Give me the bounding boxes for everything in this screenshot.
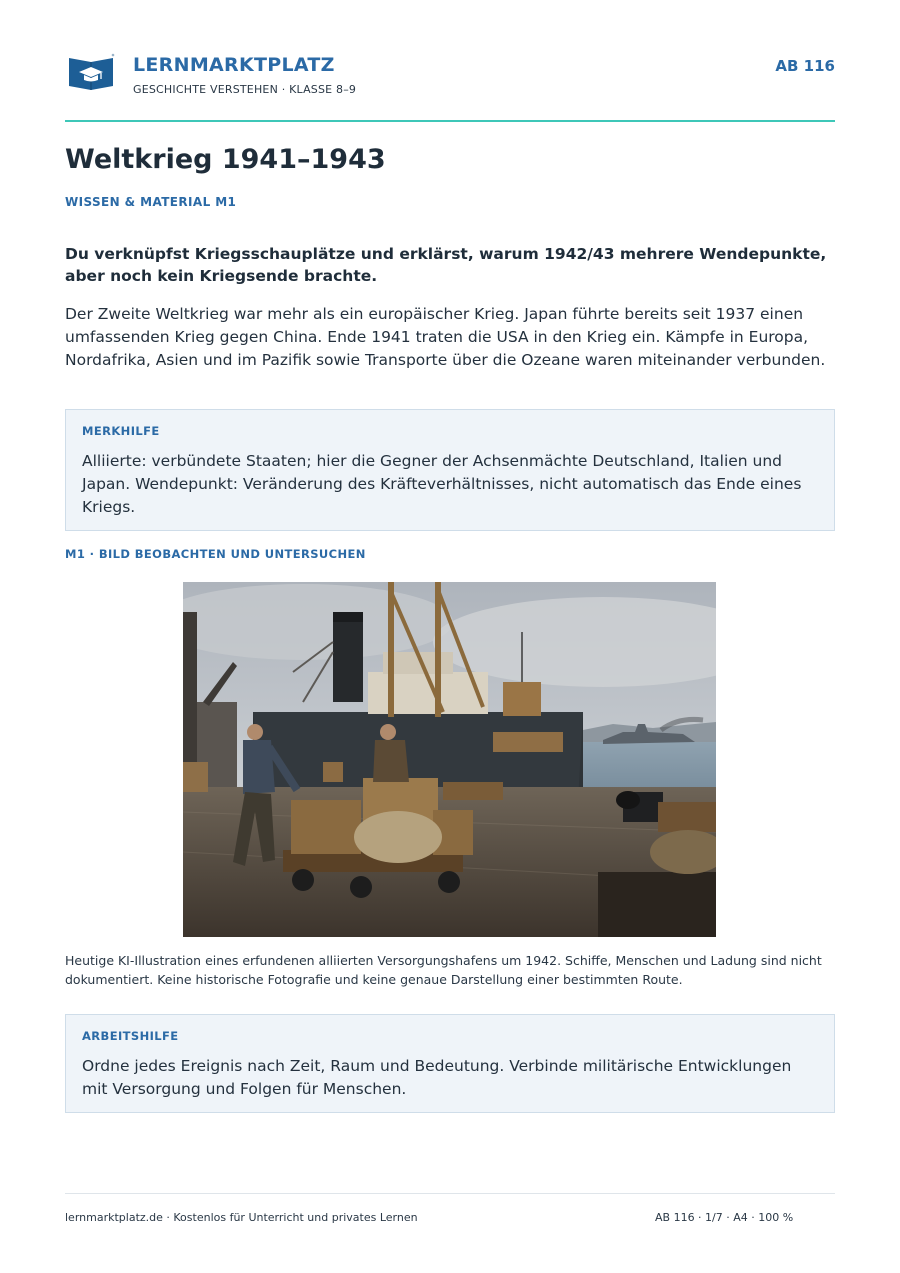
header-divider [65,120,835,122]
arbeitshilfe-text: Ordne jedes Ereignis nach Zeit, Raum und Bedeutung. Verbinde militärische Entwicklungen mit Versorgung und Folgen für Menschen. [82,1057,792,1098]
arbeitshilfe-title: ARBEITSHILFE [82,1029,179,1043]
section-label: WISSEN & MATERIAL M1 [65,195,237,209]
brand-subtitle: GESCHICHTE VERSTEHEN · KLASSE 8–9 [133,83,357,96]
footer-page-info: AB 116 · 1/7 · A4 · 100 % [655,1211,794,1224]
merkhilfe-box [65,409,835,531]
page-header [65,48,835,120]
merkhilfe-title: MERKHILFE [82,424,160,438]
graduation-cap-book-icon [67,52,115,92]
page-title: Weltkrieg 1941–1943 [65,144,386,175]
arbeitshilfe-box [65,1014,835,1113]
intro-paragraph: Der Zweite Weltkrieg war mehr als ein europäischer Krieg. Japan führte bereits seit 1937 einen umfassenden Krieg gegen China. Ende 1941 traten die USA in den Krieg ein. Kämpfe in Europa, Nordafrika, Asien und im Pazifik sowie Transporte über die Ozeane waren miteinander verbunden. [65,305,826,369]
learning-goal: Du verknüpfst Kriegsschauplätze und erklärst, warum 1942/43 mehrere Wendepunkte, aber noch kein Kriegsende brachte. [65,245,827,285]
harbor-illustration [183,582,716,937]
m1-label: M1 · BILD BEOBACHTEN UND UNTERSUCHEN [65,547,366,561]
figure-caption: Heutige KI-Illustration eines erfundenen alliierten Versorgungshafens um 1942. Schiffe, Menschen und Ladung sind nicht dokumentiert. Keine historische Fotografie und keine genaue Darstellung einer bestimmten Route. [65,953,822,987]
footer-site: lernmarktplatz.de · Kostenlos für Unterricht und privates Lernen [65,1211,418,1224]
merkhilfe-text: Alliierte: verbündete Staaten; hier die Gegner der Achsenmächte Deutschland, Italien und Japan. Wendepunkt: Veränderung des Kräfteverhältnisses, nicht automatisch das Ende eines Kriegs. [82,452,802,516]
brand-name: LERNMARKTPLATZ [133,54,335,76]
worksheet-code: AB 116 [775,57,835,75]
footer-divider [65,1193,835,1194]
